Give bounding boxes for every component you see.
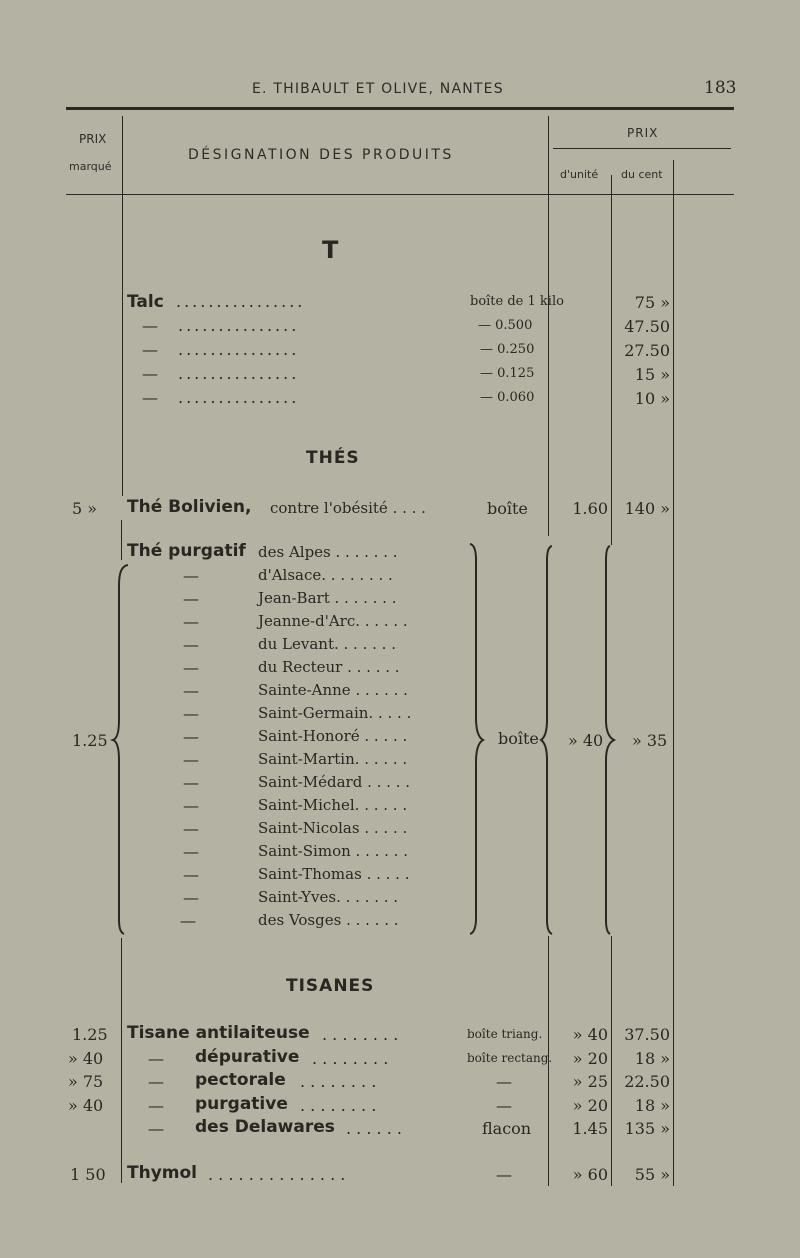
tisane-unite: » 20: [572, 1049, 608, 1068]
talc-unit: boîte de 1 kilo: [470, 294, 564, 309]
purgatif-variant: Saint-Médard . . . . .: [258, 773, 411, 791]
tisane-name: purgative: [195, 1094, 288, 1114]
purgatif-dash: —: [183, 865, 199, 884]
tisane-dots: . . . . . . . .: [322, 1025, 399, 1044]
tisane-prefix: —: [148, 1072, 164, 1091]
tisane-prefix: —: [148, 1096, 164, 1115]
tisane-unit: —: [496, 1096, 512, 1115]
talc-cent: 10 »: [634, 389, 670, 408]
purgatif-variant: Saint-Thomas . . . . .: [258, 865, 410, 883]
thymol-dots: . . . . . . . . . . . . . .: [208, 1165, 346, 1184]
purgatif-dash: —: [183, 681, 199, 700]
purgatif-dash: —: [183, 612, 199, 631]
purgatif-dash: —: [183, 589, 199, 608]
col-unite: d'unité: [560, 168, 599, 181]
talc-name: Talc: [127, 292, 164, 312]
purgatif-variant: des Vosges . . . . . .: [258, 911, 399, 929]
tisane-unite: » 40: [572, 1025, 608, 1044]
thymol-unit: —: [496, 1165, 512, 1184]
talc-dots: ...............: [178, 316, 300, 335]
tisane-dots: . . . . . .: [346, 1119, 402, 1138]
purgatif-cent: » 35: [632, 731, 668, 750]
purgatif-dash: —: [183, 750, 199, 769]
purgatif-variant: Saint-Martin. . . . . .: [258, 750, 408, 768]
tisane-cent: 18 »: [634, 1049, 670, 1068]
purgatif-variant: Saint-Yves. . . . . . .: [258, 888, 399, 906]
col-cent: du cent: [621, 168, 663, 181]
tisane-unit: —: [496, 1072, 512, 1091]
purgatif-variant: Jean-Bart . . . . . . .: [258, 589, 397, 607]
bolivien-cent: 140 »: [624, 499, 670, 518]
tisane-name: pectorale: [195, 1070, 286, 1090]
middle-brace: [470, 544, 483, 934]
section-t-heading: T: [322, 236, 339, 264]
purgatif-variant: Saint-Nicolas . . . . .: [258, 819, 408, 837]
purgatif-variant: des Alpes . . . . . . .: [258, 543, 398, 561]
purgatif-dash: —: [183, 888, 199, 907]
tisane-marque: 1.25: [72, 1025, 108, 1044]
purgatif-dash: —: [183, 658, 199, 677]
tisane-marque: » 75: [68, 1072, 104, 1091]
talc-unit: — 0.250: [480, 342, 535, 357]
talc-cent: 47.50: [624, 317, 670, 336]
tisane-unit: boîte rectang.: [467, 1051, 553, 1065]
bolivien-name: Thé Bolivien,: [127, 497, 252, 517]
tisane-marque: » 40: [68, 1049, 104, 1068]
purgatif-dash: —: [183, 727, 199, 746]
purgatif-variant: Saint-Simon . . . . . .: [258, 842, 408, 860]
tisane-unit: flacon: [482, 1119, 532, 1138]
tisane-marque: » 40: [68, 1096, 104, 1115]
tisane-prefix: —: [148, 1049, 164, 1068]
purgatif-dash: —: [183, 773, 199, 792]
purgatif-dash: —: [183, 704, 199, 723]
tisane-name: Tisane antilaiteuse: [127, 1023, 310, 1043]
talc-dots: ................: [176, 292, 306, 311]
tisane-unit: boîte triang.: [467, 1027, 543, 1041]
purgatif-variant: du Levant. . . . . . .: [258, 635, 396, 653]
talc-name: —: [142, 340, 158, 359]
purgatif-variant: d'Alsace. . . . . . . .: [258, 566, 393, 584]
purgatif-variant: Jeanne-d'Arc. . . . . .: [258, 612, 408, 630]
purgatif-variant: Saint-Honoré . . . . .: [258, 727, 408, 745]
bolivien-unite: 1.60: [572, 499, 608, 518]
talc-dots: ...............: [178, 364, 300, 383]
tisane-name: des Delawares: [195, 1117, 335, 1137]
talc-unit: — 0.500: [478, 318, 533, 333]
purgatif-name: Thé purgatif: [127, 541, 246, 561]
talc-unit: — 0.125: [480, 366, 535, 381]
talc-name: —: [142, 316, 158, 335]
tisane-unite: » 25: [572, 1072, 608, 1091]
col-prix-marque-2: marqué: [69, 160, 112, 173]
purgatif-dash: —: [183, 796, 199, 815]
bolivien-marque: 5 »: [72, 499, 98, 518]
running-title: E. THIBAULT ET OLIVE, NANTES: [252, 81, 504, 97]
col-prix: PRIX: [627, 126, 659, 140]
talc-cent: 75 »: [634, 293, 670, 312]
section-thes-heading: THÉS: [306, 448, 360, 468]
talc-cent: 27.50: [624, 341, 670, 360]
page-number: 183: [704, 78, 737, 98]
section-tisanes-heading: TISANES: [286, 976, 375, 996]
tisane-dots: . . . . . . . .: [312, 1049, 389, 1068]
talc-name: —: [142, 388, 158, 407]
purgatif-dash: —: [183, 566, 199, 585]
purgatif-dash: —: [183, 842, 199, 861]
tisane-cent: 22.50: [624, 1072, 670, 1091]
purgatif-dash: —: [183, 819, 199, 838]
thymol-unite: » 60: [572, 1165, 608, 1184]
tisane-name: dépurative: [195, 1047, 300, 1067]
tisane-unite: 1.45: [572, 1119, 608, 1138]
thymol-name: Thymol: [127, 1163, 198, 1183]
purgatif-unit: boîte: [498, 729, 539, 748]
purgatif-dash: —: [183, 635, 199, 654]
purgatif-marque: 1.25: [72, 731, 108, 750]
cent-brace: [606, 546, 614, 934]
bolivien-desc: contre l'obésité . . . .: [270, 499, 426, 517]
talc-unit: — 0.060: [480, 390, 535, 405]
purgatif-variant: Saint-Germain. . . . .: [258, 704, 412, 722]
purgatif-dash: —: [180, 911, 196, 930]
purgatif-variant: du Recteur . . . . . .: [258, 658, 400, 676]
talc-name: —: [142, 364, 158, 383]
tisane-dots: . . . . . . . .: [300, 1072, 377, 1091]
tisane-cent: 37.50: [624, 1025, 670, 1044]
purgatif-variant: Sainte-Anne . . . . . .: [258, 681, 408, 699]
talc-dots: ...............: [178, 340, 300, 359]
col-prix-marque-1: PRIX: [79, 132, 107, 146]
tisane-unite: » 20: [572, 1096, 608, 1115]
talc-dots: ...............: [178, 388, 300, 407]
thymol-marque: 1 50: [70, 1165, 106, 1184]
talc-cent: 15 »: [634, 365, 670, 384]
purgatif-unite: » 40: [568, 731, 604, 750]
unite-brace: [541, 546, 552, 934]
tisane-dots: . . . . . . . .: [300, 1096, 377, 1115]
thymol-cent: 55 »: [634, 1165, 670, 1184]
tisane-prefix: —: [148, 1119, 164, 1138]
tisane-cent: 135 »: [624, 1119, 670, 1138]
left-brace: [113, 565, 128, 934]
purgatif-variant: Saint-Michel. . . . . .: [258, 796, 408, 814]
bolivien-unit: boîte: [487, 499, 528, 518]
col-designation: DÉSIGNATION DES PRODUITS: [188, 147, 454, 163]
tisane-cent: 18 »: [634, 1096, 670, 1115]
